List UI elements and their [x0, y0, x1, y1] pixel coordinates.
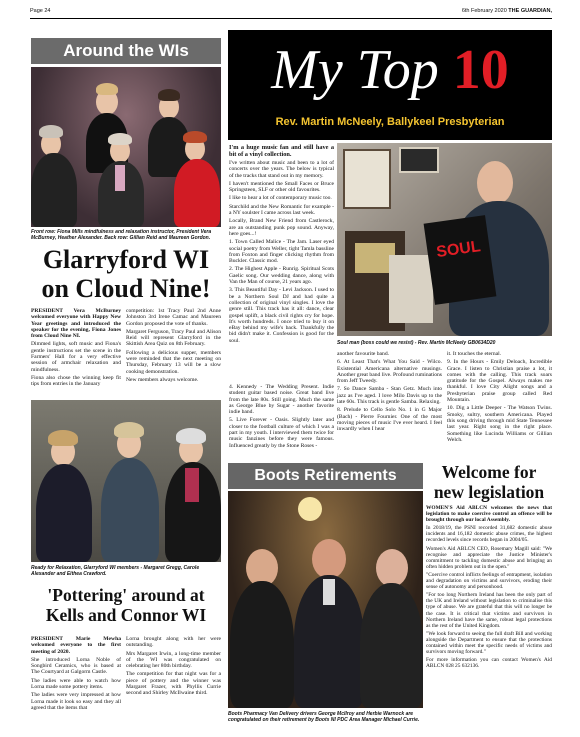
paragraph: In 2018/19, the PSNI recorded 31,682 domestic abuse incidents and 16,182 domestic abuse crimes, the highest recorded levels since records began in 2004/05.	[426, 525, 552, 544]
paragraph: Starchild and the New Romantic for example - a NY soulster I came across last week.	[229, 203, 334, 217]
dateline: 6th February 2020 THE GUARDIAN,	[461, 8, 552, 14]
page-header	[30, 6, 552, 18]
header-rule	[30, 18, 552, 19]
paragraph: 9. In the Hours - Emily Deloach, Incredible Grace. I listen to Christian praise a lot, it comes with the calling. This track soars gratitude for the Gospel. Always makes me thankful. I love City Alight songs and a Presbyterian praise group called Red Mountain.	[447, 359, 552, 404]
paragraph: I've written about music and been to a lot of concerts over the years. The below is typical of the tracks that stand out in my memory.	[229, 160, 334, 179]
paragraph: Dimmed lights, soft music and Fiona's gentle instructions set the scene in the Farmers' Hall for a very effective session of armchair relaxation and mindfulness.	[31, 341, 121, 373]
paragraph: PRESIDENT Vera McBurney welcomed everyone with Happy New Year greetings and introduced the speaker for the evening, Fiona Jones from Cloud Nine NI.	[31, 308, 121, 340]
paragraph: New members always welcome.	[126, 376, 199, 383]
paragraph: 8. Prelude to Cello Solo No. 1 in G Major (Bach) - Pierre Fournier. One of the most moving pieces of music I've ever heard. I feel inwardly when I hear	[337, 407, 442, 433]
paragraph: 7. So Dance Samba - Stan Getz. Much into jazz as I've aged. I love Milo Davis up to the late 60s. This track is gentle Samba. Relaxing.	[337, 386, 442, 406]
paragraph: Lorna brought along with her were outstanding.	[126, 636, 221, 649]
paragraph: Women's Aid ABLCN CEO, Rosemary Magill said: "We recognise and appreciate the Justice Minister's commitment to tackling domestic abuse and bringing an often hidden problem out in the open."	[426, 545, 552, 570]
wi-group-photo	[31, 67, 221, 227]
top10-col2	[337, 351, 442, 435]
paragraph: Locally, Brand New Friend from Castlerock, are an outstanding punk pop sound. Anyway, here goes...!	[229, 218, 334, 237]
top10-col1b	[229, 384, 334, 451]
wi-photo1-caption: Front row: Fiona Mills mindfulness and relaxation instructor, President Vera McBurney, Heather Alexander. Back row: Gillian Reid and Maureen Gordon.	[31, 229, 212, 241]
kells-article-col1	[31, 636, 121, 713]
section-band-boots: Boots Retirements	[228, 463, 423, 489]
paragraph: I like to hear a lot of contemporary music too.	[229, 195, 332, 202]
top10-col3	[447, 351, 552, 445]
paragraph: it. It touches the eternal.	[447, 351, 502, 357]
top10-col1	[229, 144, 334, 346]
paragraph: The ladies were able to watch how Lorna made some pottery items.	[31, 677, 121, 691]
wi-article-col1	[31, 308, 121, 390]
top10-title: My Top 10	[271, 39, 509, 101]
paragraph: "Coercive control inflicts feelings of entrapment, isolation and degradation on victims and survivors, eroding their sense of autonomy and personhood.	[426, 571, 552, 591]
paragraph: Following a delicious supper, members were reminded that the next meeting on Thursday, February 13 will be a slow cooking demonstration.	[126, 349, 221, 375]
wi-photo2-caption: Ready for Relaxation, Glarryford WI members - Margaret Gregg, Carole Alexander and Eithea Crawford.	[31, 565, 200, 577]
paragraph: 4. Kennedy - The Wedding Present. Indie student guitar based noise. Great band live from the late 80s. Still going. Much the same as George Blue by Sugar - another favorite indie band.	[229, 384, 334, 416]
glarryford-headline: Glarryford WI on Cloud Nine!	[41, 245, 211, 303]
album-cover	[424, 215, 497, 305]
paragraph: The ladies were very impressed at how Lorna made it look so easy and they all agreed that the items that	[31, 692, 121, 711]
album-title: SOUL	[435, 238, 482, 262]
rev-mcneely-photo	[337, 143, 552, 336]
paragraph: competition: 1st Tracy Paul 2nd Anne Johnston 3rd Irene Camac and Maureen Gordon proposed the vote of thanks.	[126, 308, 221, 327]
wi-relaxation-photo	[31, 400, 221, 562]
paragraph: 5. Live Forever - Oasis. Slightly later and closer to the football culture of which I was a part in my youth. I interviewed them twice for music fanzines before they were famous. Influenced greatly by the Stone Roses -	[229, 417, 334, 449]
top10-byline: Rev. Martin McNeely, Ballykeel Presbyterian	[275, 116, 505, 128]
wi-article-col2	[126, 308, 221, 385]
top10-photo-caption: Soul man (boss could we resist) - Rev. Martin McNeely GB0634D20	[337, 340, 496, 346]
paragraph: I haven't mentioned the Small Faces or Bruce Springsteen, SLF or other old favourites.	[229, 180, 334, 194]
paragraph: WOMEN'S Aid ABLCN welcomes the news that legislation to make coercive control an offence will be brought through our local Assembly.	[426, 505, 552, 524]
kells-article-col2	[126, 636, 221, 699]
boots-retirement-photo	[228, 491, 423, 708]
legislation-headline: Welcome for new legislation	[433, 462, 545, 502]
paragraph: The competition for that night was for a piece of pottery and the winner was Margaret Frazer, with Phyllis Currie second and Shirley McIlwaine third.	[126, 671, 221, 697]
kells-headline: 'Pottering' around at Kells and Connor WI	[45, 585, 207, 625]
paragraph: 6. At Least That's What You Said - Wilco. Existential Americana alternative musings. Another great band live. Profound ruminations from Jeff Tweedy.	[337, 359, 442, 385]
paragraph: 2. The Highest Apple - Runrig. Spiritual Scots Gaelic song. Our wedding dance, along with Van the Man of course, 21 years ago.	[229, 266, 334, 286]
legislation-article	[426, 505, 552, 671]
paper-name: THE GUARDIAN,	[508, 8, 552, 14]
paragraph: 10. Dig a Little Deeper - The Watson Twins. Smoky, sultry, southern Americana. Played this song driving through mid State Tennessee last year. Right song in the right place. Something like Lucinda Williams or Gillian Welch.	[447, 405, 552, 443]
top10-number: 10	[452, 39, 509, 101]
paragraph: Mrs Margaret Irwin, a long-time member of the WI was congratulated on celebrating her 80th birthday.	[126, 650, 221, 670]
section-band-wis: Around the WIs	[31, 38, 221, 64]
paragraph: Fiona also chose the winning keep fit tips from entries in the January	[31, 374, 121, 388]
paragraph: 3. This Beautiful Day - Levi Jackson. I used to be a Northern Soul DJ and had quite a collection of original vinyl singles. I love the genre still. This track has it all: dance, clear gospel uplift, a black civil rights cry for hope. It's worth hundreds. I once tried to buy it on eBay behind my wife's back. Thankfully the bid didn't make it. Confession is good for the soul.	[229, 287, 334, 344]
paragraph: 1. Town Called Malice - The Jam. Laser eyed social poetry from Weller, tight Tamla bassline from Foxton and finger clicking rhythm from Buckler. Classic mod.	[229, 239, 334, 265]
paragraph: For more information you can contact Women's Aid ABLCN 028 25 632136.	[426, 657, 552, 670]
paragraph: She introduced Lorna Noble of Songbird Ceramics, who is based at The Courtyard at Galgorm Castle.	[31, 656, 121, 676]
paragraph: "We look forward to seeing the full draft Bill and working alongside the Department to ensure that the protections contained within meet the specific needs of victims and survivors moving forward."	[426, 630, 552, 656]
page-number: Page 24	[30, 8, 51, 14]
paragraph: "For too long Northern Ireland has been the only part of the UK and Ireland without legislation to criminalise this type of abuse. We are grateful that this will no longer be the case. It is critical that victims and survivors in Northern Ireland have the same, robust legal protections as the rest of the United Kingdom.	[426, 592, 552, 629]
paragraph: PRESIDENT Marie Mewha welcomed everyone to the first meeting of 2020.	[31, 636, 121, 655]
paragraph: Margaret Ferguson, Tracy Paul and Alison Reid will represent Glarryford in the Skittish Area Quiz on 8th February.	[126, 328, 221, 348]
paragraph: another favourite band.	[337, 351, 390, 357]
top10-banner	[228, 30, 552, 140]
boots-photo-caption: Boots Pharmacy Van Delivery drivers George McIlroy and Herbie Warnock are congratulated on their retirement by Boots NI PDC Area Manager Michael Currie.	[228, 711, 420, 723]
top10-intro: I'm a huge music fan and still have a bit of a vinyl collection.	[229, 144, 334, 158]
